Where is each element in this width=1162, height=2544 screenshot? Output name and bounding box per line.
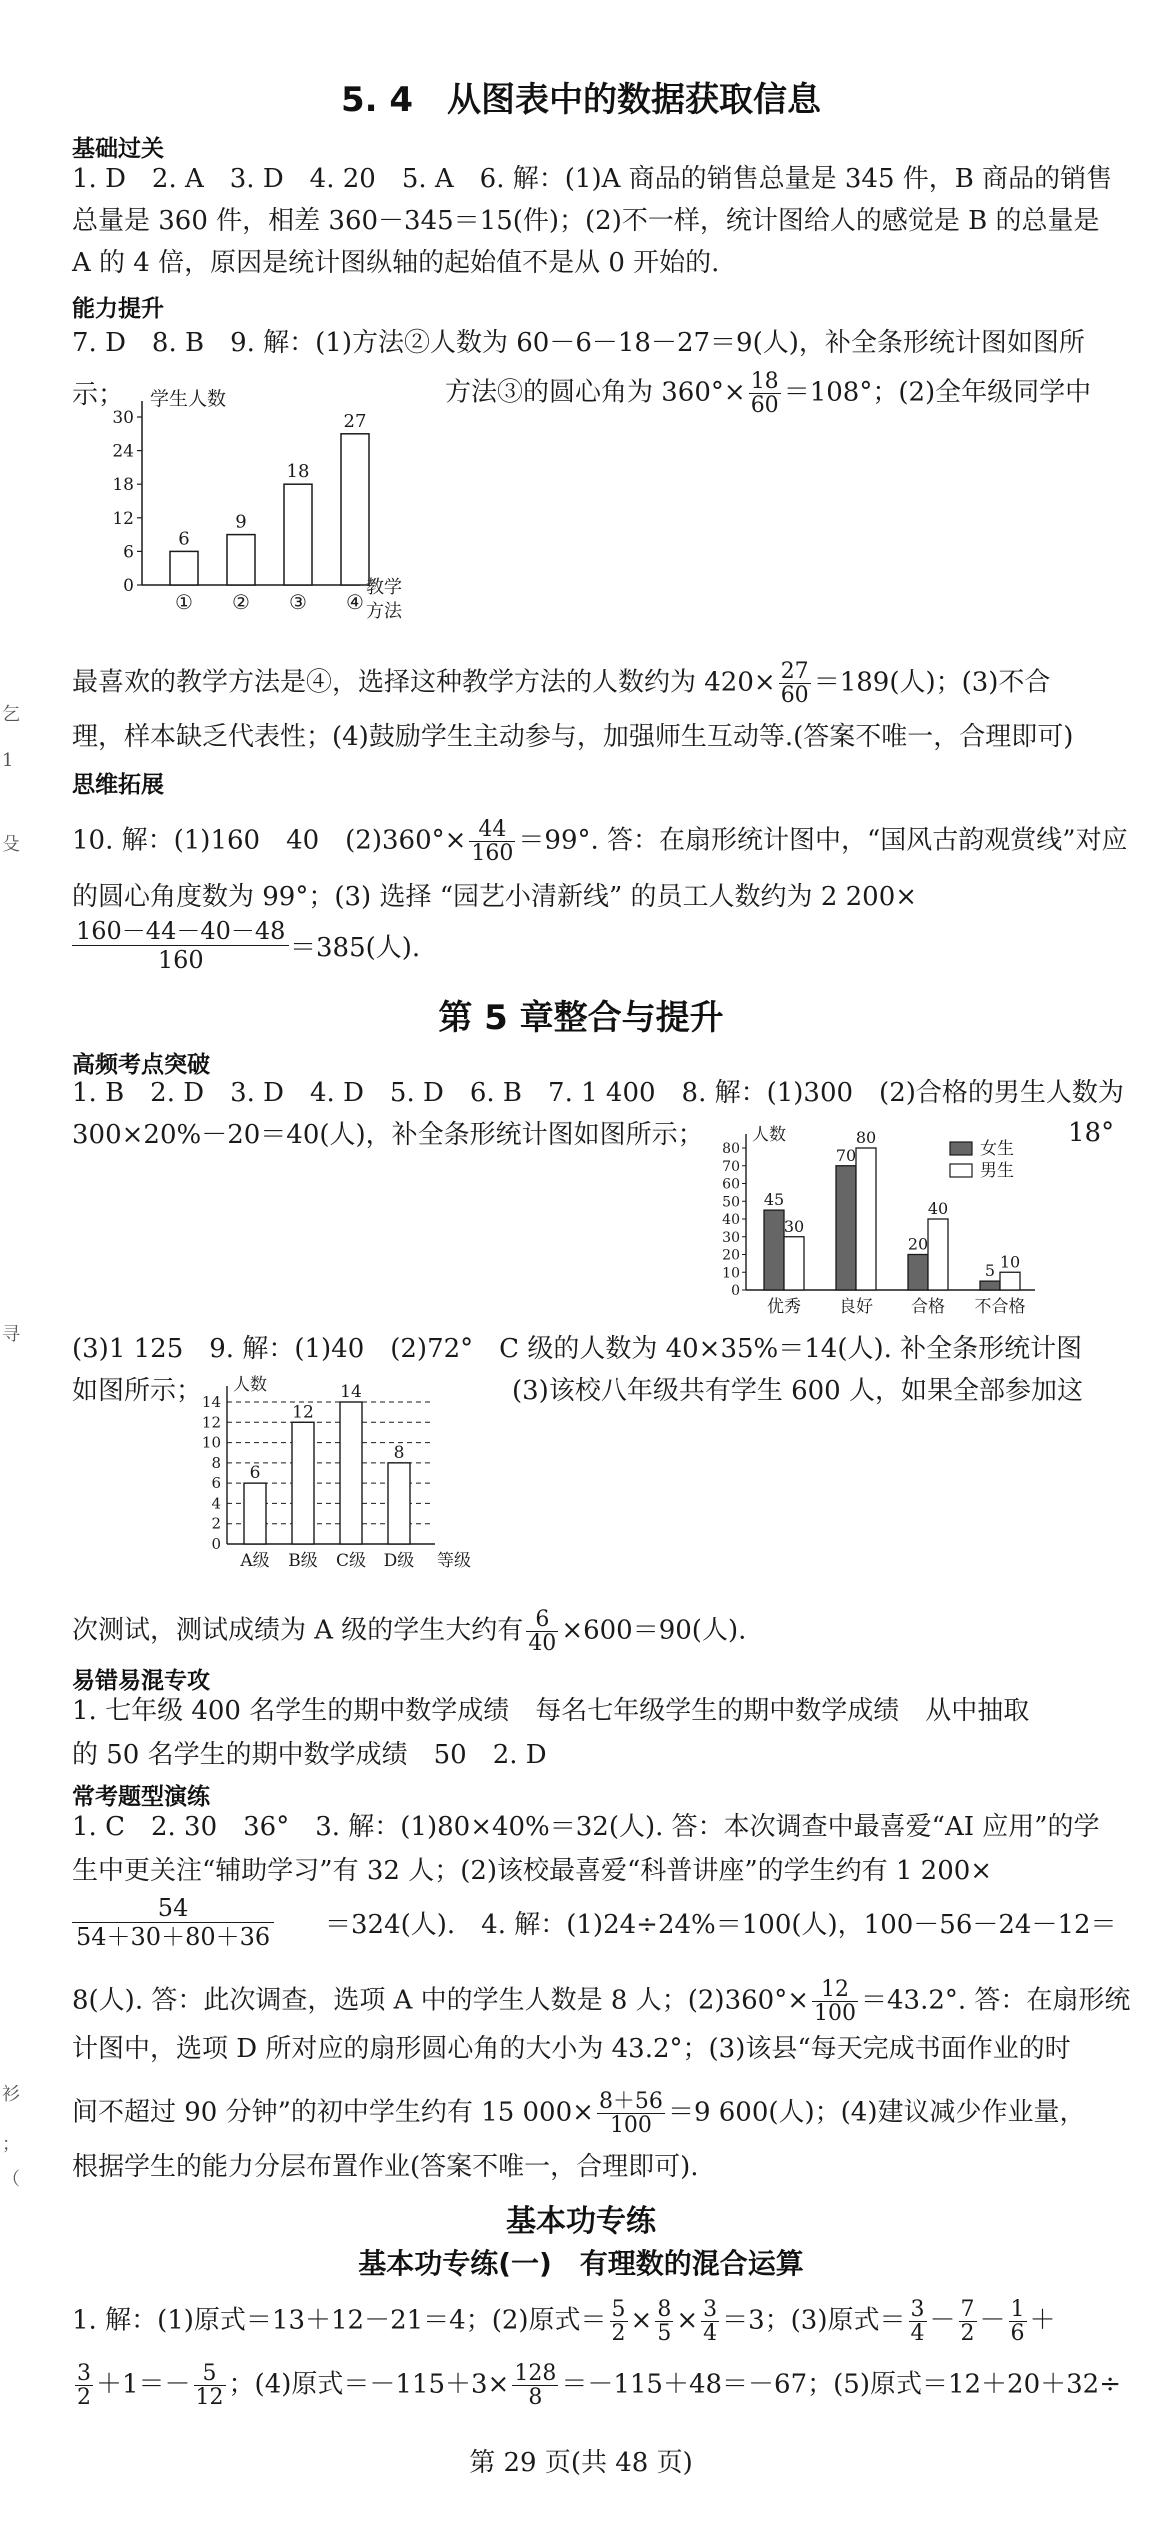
answer-line: 示； xyxy=(72,380,125,410)
bar xyxy=(980,1281,1000,1290)
answer-line: 如图所示； xyxy=(72,1376,203,1406)
bar-chart-levels xyxy=(185,1372,485,1592)
answer-line: 18° xyxy=(1068,1118,1115,1148)
answer-line: ＝324(人). 4. 解：(1)24÷24%＝100(人)，100－56－24－12＝ xyxy=(325,1910,1117,1940)
answer-line: ＝385(人). xyxy=(290,933,421,963)
data-label: 70 xyxy=(835,1145,857,1165)
legend-label: 男生 xyxy=(980,1161,1014,1181)
x-tick-label: 合格 xyxy=(911,1297,945,1317)
bar xyxy=(284,484,312,585)
data-label: 30 xyxy=(783,1216,805,1236)
section-title-basic: 基本功专练 xyxy=(506,2204,656,2239)
fraction: $\frac{8+56}{100}$ xyxy=(598,2089,663,2138)
legend-swatch xyxy=(950,1142,972,1155)
y-tick-label: 20 xyxy=(722,1247,740,1264)
answer-line: 的 50 名学生的期中数学成绩 50 2. D xyxy=(72,1740,547,1770)
x-tick-label: C级 xyxy=(335,1551,367,1571)
heading-gaopin: 高频考点突破 xyxy=(72,1052,210,1078)
bar xyxy=(1000,1272,1020,1290)
data-label: 10 xyxy=(999,1252,1021,1272)
y-tick-label: 30 xyxy=(722,1229,740,1246)
fraction: $\frac{6}{40}$ xyxy=(528,1607,557,1656)
edge-mark: 1 xyxy=(2,750,14,771)
x-tick-label: B级 xyxy=(288,1551,318,1571)
y-tick-label: 80 xyxy=(722,1141,740,1157)
answer-line: 生中更关注“辅助学习”有 32 人；(2)该校最喜爱“科普讲座”的学生约有 1 200× xyxy=(72,1856,993,1886)
y-tick-label: 18 xyxy=(112,475,134,496)
edge-mark: 寻 xyxy=(2,1324,20,1345)
heading-nengli: 能力提升 xyxy=(72,296,164,322)
fraction: $\frac{128}{8}$ xyxy=(514,2361,557,2410)
x-tick-label: ① xyxy=(175,590,193,614)
fraction: $\frac{3}{2}$ xyxy=(77,2361,91,2410)
fraction: $\frac{18}{60}$ xyxy=(750,369,779,418)
y-tick-label: 12 xyxy=(112,508,134,529)
y-tick-label: 0 xyxy=(123,576,134,596)
heading-changkao: 常考题型演练 xyxy=(72,1784,210,1810)
edge-mark: 殳 xyxy=(2,834,20,855)
y-tick-label: 6 xyxy=(123,542,134,563)
fraction: $\frac{3}{4}$ xyxy=(703,2297,718,2346)
heading-yicuo: 易错易混专攻 xyxy=(72,1668,210,1694)
fraction: 160－44－40－48 160 xyxy=(72,917,289,974)
x-tick-label: ④ xyxy=(346,590,364,614)
y-tick-label: 24 xyxy=(112,441,134,462)
x-tick-label: 良好 xyxy=(839,1297,873,1317)
y-tick-label: 10 xyxy=(722,1265,740,1282)
legend-swatch xyxy=(950,1164,972,1177)
data-label: 14 xyxy=(340,1382,362,1402)
y-tick-label: 8 xyxy=(211,1453,221,1472)
edge-mark: （ xyxy=(2,2169,20,2190)
answer-line: 计图中，选项 D 所对应的扇形圆心角的大小为 43.2°；(3)该县“每天完成书面作业的时 xyxy=(72,2034,1071,2064)
section-title-5-4: 5. 4 从图表中的数据获取信息 xyxy=(340,80,822,120)
fraction: $\frac{5}{2}$ xyxy=(611,2297,626,2346)
answer-line: (3)该校八年级共有学生 600 人，如果全部参加这 xyxy=(512,1376,1083,1406)
bar xyxy=(244,1483,266,1544)
bar xyxy=(170,551,198,585)
y-tick-label: 10 xyxy=(201,1433,221,1452)
chapter-title: 第 5 章整合与提升 xyxy=(438,998,724,1038)
bar xyxy=(836,1166,856,1290)
y-tick-label: 4 xyxy=(211,1494,221,1513)
data-label: 5 xyxy=(984,1261,996,1281)
bar xyxy=(784,1237,804,1290)
data-label: 9 xyxy=(235,511,247,533)
bar xyxy=(292,1422,314,1544)
fraction: 54 54＋30＋80＋36 xyxy=(72,1894,274,1951)
y-tick-label: 12 xyxy=(201,1413,221,1432)
page-footer: 第 29 页(共 48 页) xyxy=(469,2448,693,2478)
heading-jichu: 基础过关 xyxy=(72,136,164,162)
answer-line: 根据学生的能力分层布置作业(答案不唯一，合理即可). xyxy=(72,2152,699,2182)
y-axis-label: 人数 xyxy=(233,1375,267,1395)
bar xyxy=(928,1219,948,1290)
y-axis-label: 人数 xyxy=(752,1125,786,1145)
bar xyxy=(388,1463,410,1544)
fraction: $\frac{8}{5}$ xyxy=(657,2297,672,2346)
answer-line: $\frac{3}{2}$ ＋1＝－ $\frac{5}{12}$ ；(4)原式＝－115＋3× $\frac{128}{8}$ ＝－115＋48＝－67；(5)原式＝12＋20＋32÷ xyxy=(77,2361,1122,2410)
answer-line: 总量是 360 件，相差 360－345＝15(件)；(2)不一样，统计图给人的感觉是 B 的总量是 xyxy=(72,206,1100,236)
x-tick-label: 不合格 xyxy=(974,1297,1026,1317)
bar-chart-gender-grades xyxy=(700,1120,1060,1330)
data-label: 80 xyxy=(855,1128,877,1147)
y-tick-label: 6 xyxy=(211,1474,221,1493)
x-tick-label: ③ xyxy=(289,590,307,614)
y-tick-label: 70 xyxy=(722,1158,740,1175)
answer-line: 1. 七年级 400 名学生的期中数学成绩 每名七年级学生的期中数学成绩 从中抽取 xyxy=(72,1696,1030,1726)
answer-line: 次测试，测试成绩为 A 级的学生大约有 $\frac{6}{40}$ ×600＝90(人). xyxy=(72,1607,747,1656)
fraction: $\frac{44}{160}$ xyxy=(471,817,514,866)
y-tick-label: 0 xyxy=(731,1283,740,1299)
bar xyxy=(856,1148,876,1290)
data-label: 40 xyxy=(927,1199,949,1218)
y-tick-label: 50 xyxy=(722,1194,740,1211)
data-label: 45 xyxy=(763,1190,785,1210)
bar-chart-teaching-methods xyxy=(90,385,410,645)
bar xyxy=(341,434,369,585)
data-label: 27 xyxy=(343,410,367,432)
y-tick-label: 14 xyxy=(201,1393,221,1411)
fraction: $\frac{3}{4}$ xyxy=(910,2297,925,2346)
x-tick-label: 优秀 xyxy=(767,1297,801,1317)
data-label: 12 xyxy=(292,1402,314,1423)
fraction: $\frac{5}{12}$ xyxy=(195,2361,224,2410)
answer-line: 最喜欢的教学方法是④，选择这种教学方法的人数约为 420× $\frac{27}{60}$ ＝189(人)；(3)不合 xyxy=(72,659,1051,708)
bar xyxy=(227,535,255,585)
y-tick-label: 0 xyxy=(211,1535,221,1553)
answer-line: (3)1 125 9. 解：(1)40 (2)72° C 级的人数为 40×35%＝14(人). 补全条形统计图 xyxy=(72,1334,1083,1364)
x-tick-label: ② xyxy=(232,590,250,614)
section-title-basic-1: 基本功专练(一) 有理数的混合运算 xyxy=(358,2247,804,2280)
bar xyxy=(340,1402,362,1544)
y-tick-label: 40 xyxy=(722,1212,740,1228)
bar xyxy=(908,1255,928,1291)
x-axis-label: 方法 xyxy=(366,601,402,622)
fraction: $\frac{12}{100}$ xyxy=(813,1977,856,2026)
x-tick-label: A级 xyxy=(240,1551,270,1571)
answer-line: 10. 解：(1)160 40 (2)360°× $\frac{44}{160}$ ＝99°. 答：在扇形统计图中，“国风古韵观赏线”对应 xyxy=(72,817,1128,866)
answer-line: 1. B 2. D 3. D 4. D 5. D 6. B 7. 1 400 8. 解：(1)300 (2)合格的男生人数为 xyxy=(72,1078,1124,1108)
edge-mark: 衫 xyxy=(2,2084,20,2105)
y-tick-label: 30 xyxy=(112,408,134,428)
edge-mark: 乞 xyxy=(2,704,20,725)
edge-mark: ； xyxy=(2,2134,20,2155)
answer-line: 理，样本缺乏代表性；(4)鼓励学生主动参与，加强师生互动等.(答案不唯一，合理即可) xyxy=(72,722,1074,752)
answer-line: A 的 4 倍，原因是统计图纵轴的起始值不是从 0 开始的. xyxy=(72,248,720,278)
data-label: 6 xyxy=(249,1463,261,1484)
answer-line: 300×20%－20＝40(人)，补全条形统计图如图所示； xyxy=(72,1120,704,1150)
answer-line: 7. D 8. B 9. 解：(1)方法②人数为 60－6－18－27＝9(人)，补全条形统计图如图所 xyxy=(72,328,1085,358)
answer-line: 8(人). 答：此次调查，选项 A 中的学生人数是 8 人；(2)360°× $\frac{12}{100}$ ＝43.2°. 答：在扇形统 xyxy=(72,1977,1131,2026)
y-axis-label: 学生人数 xyxy=(150,388,227,410)
data-label: 18 xyxy=(286,461,310,483)
answer-line: 1. C 2. 30 36° 3. 解：(1)80×40%＝32(人). 答：本次调查中最喜爱“AI 应用”的学 xyxy=(72,1812,1100,1842)
answer-line: 方法③的圆心角为 360°× $\frac{18}{60}$ ＝108°；(2)全年级同学中 xyxy=(445,369,1092,418)
answer-line: 1. 解：(1)原式＝13＋12－21＝4；(2)原式＝ $\frac{5}{2}$ × $\frac{8}{5}$ × $\frac{3}{4}$ ＝3；(3)原式＝ $\frac{3}{4}$ － $\frac{7}{2}$ － $\frac{1}{6}$ ＋ xyxy=(72,2297,1056,2346)
fraction: $\frac{1}{6}$ xyxy=(1010,2297,1025,2346)
data-label: 8 xyxy=(393,1442,405,1463)
fraction: $\frac{27}{60}$ xyxy=(780,659,809,708)
answer-line: 1. D 2. A 3. D 4. 20 5. A 6. 解：(1)A 商品的销售总量是 345 件，B 商品的销售 xyxy=(72,164,1113,194)
y-tick-label: 60 xyxy=(722,1176,740,1193)
heading-siwei: 思维拓展 xyxy=(72,772,164,798)
x-axis-label: 教学 xyxy=(366,577,402,598)
data-label: 20 xyxy=(907,1234,929,1254)
fraction: $\frac{7}{2}$ xyxy=(960,2297,975,2346)
x-axis-label: 等级 xyxy=(437,1551,471,1571)
y-tick-label: 2 xyxy=(211,1514,221,1533)
answer-line: 的圆心角度数为 99°；(3) 选择 “园艺小清新线” 的员工人数约为 2 200× xyxy=(72,882,918,912)
x-tick-label: D级 xyxy=(383,1551,415,1571)
data-label: 6 xyxy=(178,528,190,550)
legend-label: 女生 xyxy=(980,1139,1014,1159)
bar xyxy=(764,1210,784,1290)
answer-line: 间不超过 90 分钟”的初中学生约有 15 000× $\frac{8+56}{100}$ ＝9 600(人)；(4)建议减少作业量， xyxy=(72,2089,1086,2138)
